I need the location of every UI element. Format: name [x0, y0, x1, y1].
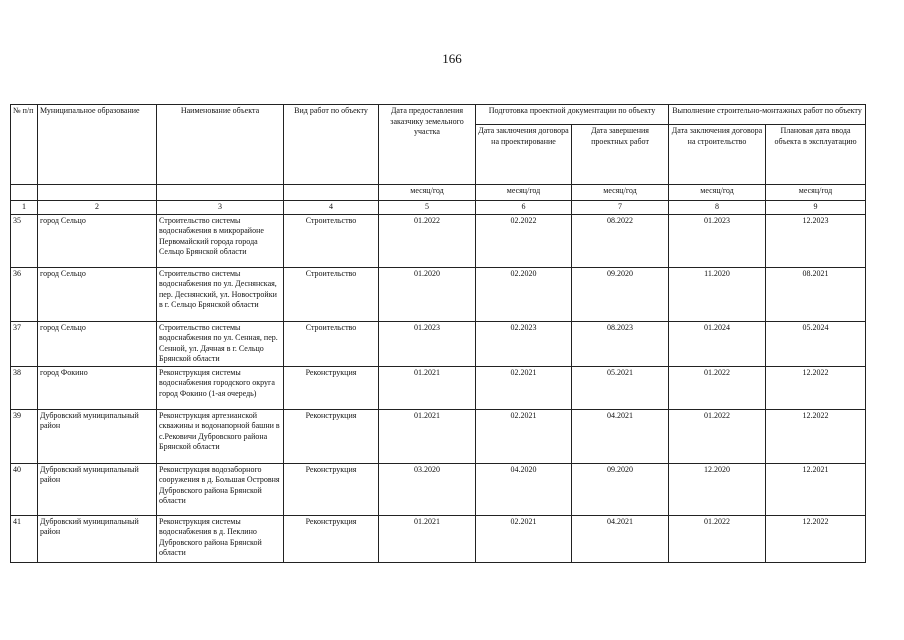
header-design-end: Дата завершения проектных работ — [572, 125, 669, 185]
header-construction-group: Выполнение строительно-монтажных работ по объекту — [669, 105, 866, 125]
row-number: 40 — [11, 463, 38, 515]
row-construction-contract: 11.2020 — [669, 267, 766, 321]
unit-blank — [11, 185, 38, 201]
row-commissioning: 12.2021 — [766, 463, 866, 515]
header-design-group: Подготовка проектной документации по объекту — [476, 105, 669, 125]
table-row — [11, 409, 866, 463]
row-number: 37 — [11, 321, 38, 366]
row-construction-contract: 01.2022 — [669, 515, 766, 562]
objects-table — [10, 104, 866, 563]
row-commissioning: 12.2022 — [766, 515, 866, 562]
row-construction-contract: 01.2024 — [669, 321, 766, 366]
header-object-name: Наименование объекта — [157, 105, 284, 185]
unit-label: месяц/год — [766, 185, 866, 201]
row-design-end: 08.2023 — [572, 321, 669, 366]
row-number: 35 — [11, 214, 38, 267]
unit-blank — [38, 185, 157, 201]
row-construction-contract: 01.2022 — [669, 409, 766, 463]
header-work-type: Вид работ по объекту — [284, 105, 379, 185]
row-design-contract: 02.2021 — [476, 409, 572, 463]
row-object-name: Строительство системы водоснабжения по ул. Деснянская, пер. Деснянский, ул. Новостройки в г. Сельцо Брянской области — [157, 267, 284, 321]
row-object-name: Реконструкция водозаборного сооружения в д. Большая Островня Дубровского района Брянской области — [157, 463, 284, 515]
column-number: 6 — [476, 201, 572, 215]
row-design-end: 04.2021 — [572, 515, 669, 562]
row-municipality: город Сельцо — [38, 214, 157, 267]
row-commissioning: 12.2022 — [766, 409, 866, 463]
table-row — [11, 321, 866, 366]
page-number: 166 — [442, 51, 462, 66]
table-row — [11, 267, 866, 321]
column-number: 3 — [157, 201, 284, 215]
row-commissioning: 08.2021 — [766, 267, 866, 321]
column-number-row — [11, 201, 866, 215]
row-land-date: 01.2021 — [379, 515, 476, 562]
table-row — [11, 366, 866, 409]
row-construction-contract: 12.2020 — [669, 463, 766, 515]
header-municipality: Муниципальное образование — [38, 105, 157, 185]
row-commissioning: 12.2023 — [766, 214, 866, 267]
row-design-contract: 02.2021 — [476, 366, 572, 409]
row-design-end: 04.2021 — [572, 409, 669, 463]
header-no: № п/п — [11, 105, 38, 185]
header-commissioning: Плановая дата ввода объекта в эксплуатацию — [766, 125, 866, 185]
row-design-end: 08.2022 — [572, 214, 669, 267]
row-design-contract: 04.2020 — [476, 463, 572, 515]
unit-label: месяц/год — [572, 185, 669, 201]
row-municipality: Дубровский муниципальный район — [38, 515, 157, 562]
row-land-date: 01.2020 — [379, 267, 476, 321]
row-construction-contract: 01.2022 — [669, 366, 766, 409]
column-number: 8 — [669, 201, 766, 215]
column-number: 5 — [379, 201, 476, 215]
row-design-end: 05.2021 — [572, 366, 669, 409]
row-municipality: город Сельцо — [38, 321, 157, 366]
header-construction-contract: Дата заключения договора на строительство — [669, 125, 766, 185]
row-municipality: город Сельцо — [38, 267, 157, 321]
unit-blank — [284, 185, 379, 201]
row-municipality: город Фокино — [38, 366, 157, 409]
row-object-name: Реконструкция системы водоснабжения городского округа город Фокино (1-ая очередь) — [157, 366, 284, 409]
table-row — [11, 515, 866, 562]
row-design-contract: 02.2021 — [476, 515, 572, 562]
row-commissioning: 12.2022 — [766, 366, 866, 409]
row-number: 38 — [11, 366, 38, 409]
row-commissioning: 05.2024 — [766, 321, 866, 366]
row-design-end: 09.2020 — [572, 463, 669, 515]
row-design-end: 09.2020 — [572, 267, 669, 321]
row-number: 41 — [11, 515, 38, 562]
row-land-date: 01.2023 — [379, 321, 476, 366]
row-object-name: Строительство системы водоснабжения в микрорайоне Первомайский города города Сельцо Брянской области — [157, 214, 284, 267]
column-number: 4 — [284, 201, 379, 215]
row-work-type: Строительство — [284, 321, 379, 366]
header-land-date: Дата предоставления заказчику земельного участка — [379, 105, 476, 185]
row-municipality: Дубровский муниципальный район — [38, 409, 157, 463]
row-number: 36 — [11, 267, 38, 321]
row-land-date: 03.2020 — [379, 463, 476, 515]
row-work-type: Реконструкция — [284, 409, 379, 463]
row-work-type: Реконструкция — [284, 366, 379, 409]
unit-blank — [157, 185, 284, 201]
row-object-name: Реконструкция системы водоснабжения в д. Пеклино Дубровского района Брянской области — [157, 515, 284, 562]
row-work-type: Строительство — [284, 214, 379, 267]
column-number: 1 — [11, 201, 38, 215]
row-design-contract: 02.2020 — [476, 267, 572, 321]
row-design-contract: 02.2022 — [476, 214, 572, 267]
header-design-contract: Дата заключения договора на проектирование — [476, 125, 572, 185]
row-construction-contract: 01.2023 — [669, 214, 766, 267]
row-land-date: 01.2021 — [379, 366, 476, 409]
column-number: 7 — [572, 201, 669, 215]
row-design-contract: 02.2023 — [476, 321, 572, 366]
unit-label: месяц/год — [379, 185, 476, 201]
column-number: 2 — [38, 201, 157, 215]
row-municipality: Дубровский муниципальный район — [38, 463, 157, 515]
row-work-type: Реконструкция — [284, 515, 379, 562]
row-number: 39 — [11, 409, 38, 463]
unit-label: месяц/год — [476, 185, 572, 201]
row-land-date: 01.2022 — [379, 214, 476, 267]
row-land-date: 01.2021 — [379, 409, 476, 463]
row-object-name: Реконструкция артезианской скважины и водонапорной башни в с.Рековичи Дубровского района Брянской области — [157, 409, 284, 463]
table-row — [11, 463, 866, 515]
row-work-type: Реконструкция — [284, 463, 379, 515]
table-row — [11, 214, 866, 267]
header-row-1 — [11, 105, 866, 125]
unit-label: месяц/год — [669, 185, 766, 201]
row-object-name: Строительство системы водоснабжения по ул. Сенная, пер. Сенной, ул. Дачная в г. Сельцо Брянской области — [157, 321, 284, 366]
unit-row — [11, 185, 866, 201]
row-work-type: Строительство — [284, 267, 379, 321]
column-number: 9 — [766, 201, 866, 215]
